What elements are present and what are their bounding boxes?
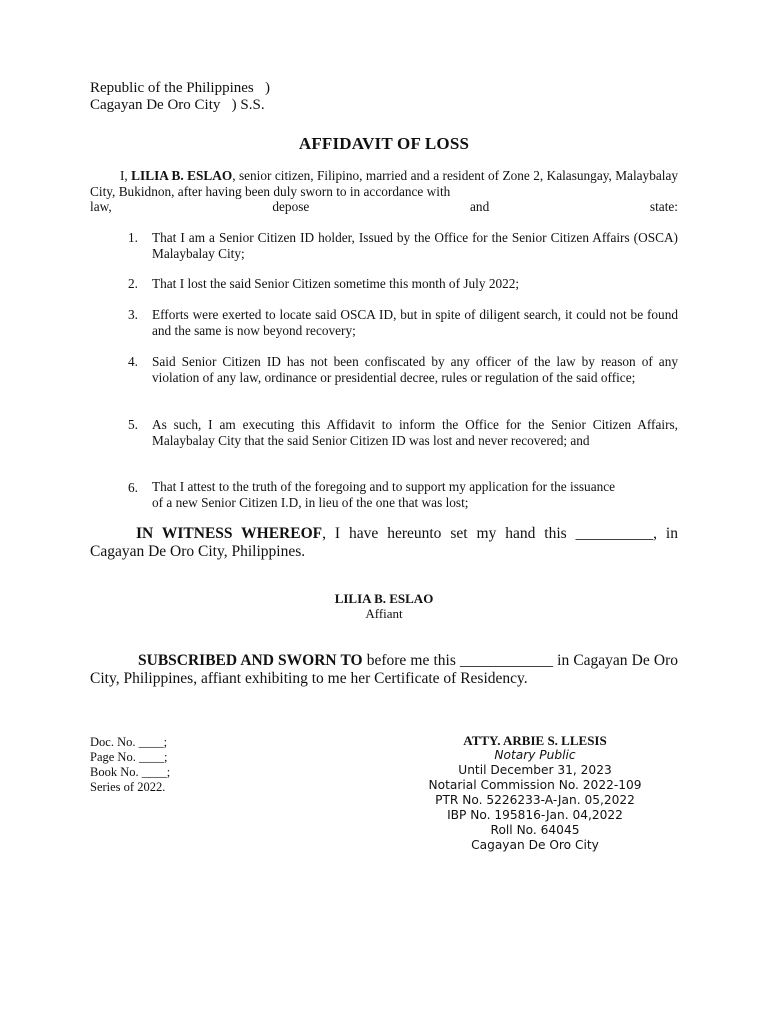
notary-city: Cagayan De Oro City <box>471 838 599 852</box>
notary-ptr: PTR No. 5226233-A-Jan. 05,2022 <box>435 793 635 807</box>
affiant-signature-block <box>0 591 768 621</box>
notary-title: Notary Public <box>494 748 576 762</box>
item-number: 3. <box>128 307 138 322</box>
document-title: AFFIDAVIT OF LOSS <box>298 134 470 153</box>
jurat-heading: SUBSCRIBED AND SWORN TO <box>138 652 363 669</box>
intro-word-and: and <box>470 199 490 214</box>
notary-until: Until December 31, 2023 <box>458 763 612 777</box>
intro-body: , senior citizen, Filipino, married and a resident of Zone 2, Kalasungay, Malaybalay City, Bukidnon, after having been duly sworn to in accordance with <box>90 168 678 199</box>
notary-commission: Notarial Commission No. 2022-109 <box>428 778 642 792</box>
witness-heading: IN WITNESS WHEREOF <box>136 525 323 542</box>
notarial-register-refs <box>90 735 170 795</box>
item-number: 6. <box>128 480 138 495</box>
intro-last-line <box>90 199 678 215</box>
witness-clause <box>90 525 678 561</box>
page-no: Page No. ____; <box>90 750 168 764</box>
item-number: 2. <box>128 276 138 291</box>
intro-affiant-name: LILIA B. ESLAO <box>131 168 233 183</box>
item-text: Said Senior Citizen ID has not been confiscated by any officer of the law by reason of any violation of any law, ordinance or presidential decree, rules or regulation of the said office; <box>152 354 678 385</box>
item-text: of a new Senior Citizen I.D, in lieu of the one that was lost; <box>152 495 469 510</box>
item-text: That I lost the said Senior Citizen sometime this month of July 2022; <box>152 276 520 291</box>
item-text: Efforts were exerted to locate said OSCA ID, but in spite of diligent search, it could not be found and the same is now beyond recovery; <box>152 307 678 338</box>
notary-roll: Roll No. 64045 <box>490 823 580 837</box>
doc-no: Doc. No. ____; <box>90 735 168 749</box>
item-text: That I am a Senior Citizen ID holder, Issued by the Office for the Senior Citizen Affairs (OSCA) Malaybalay City; <box>152 230 678 261</box>
affiant-role: Affiant <box>365 606 403 621</box>
witness-text: , I have hereunto set my hand this __________, in Cagayan De Oro City, Philippines. <box>90 525 678 560</box>
notary-name: ATTY. ARBIE S. LLESIS <box>463 733 607 748</box>
venue-block <box>90 80 270 114</box>
book-no: Book No. ____; <box>90 765 171 779</box>
jurat-text: before me this ____________ in Cagayan De Oro City, Philippines, affiant exhibiting to me her Certificate of Residency. <box>90 652 678 687</box>
item-number: 5. <box>128 417 138 432</box>
item-text: As such, I am executing this Affidavit to inform the Office for the Senior Citizen Affairs, Malaybalay City that the said Senior Citizen ID was lost and never recovered; and <box>152 417 678 448</box>
notary-ibp: IBP No. 195816-Jan. 04,2022 <box>447 808 623 822</box>
affiant-name: LILIA B. ESLAO <box>334 591 434 606</box>
jurat-clause <box>90 652 678 687</box>
item-number: 1. <box>128 230 138 245</box>
series-year: Series of 2022. <box>90 780 166 794</box>
item-text: That I attest to the truth of the foregoing and to support my application for the issuance <box>152 479 616 494</box>
notary-block <box>390 733 680 853</box>
intro-lead: I, <box>120 168 132 183</box>
intro-word-law: law, <box>90 199 112 214</box>
intro-word-state: state: <box>649 199 678 214</box>
intro-word-depose: depose <box>272 199 310 214</box>
venue-city: Cagayan De Oro City ) S.S. <box>90 97 265 113</box>
item-number: 4. <box>128 354 138 369</box>
venue-republic: Republic of the Philippines ) <box>90 80 270 96</box>
intro-paragraph <box>90 168 678 215</box>
